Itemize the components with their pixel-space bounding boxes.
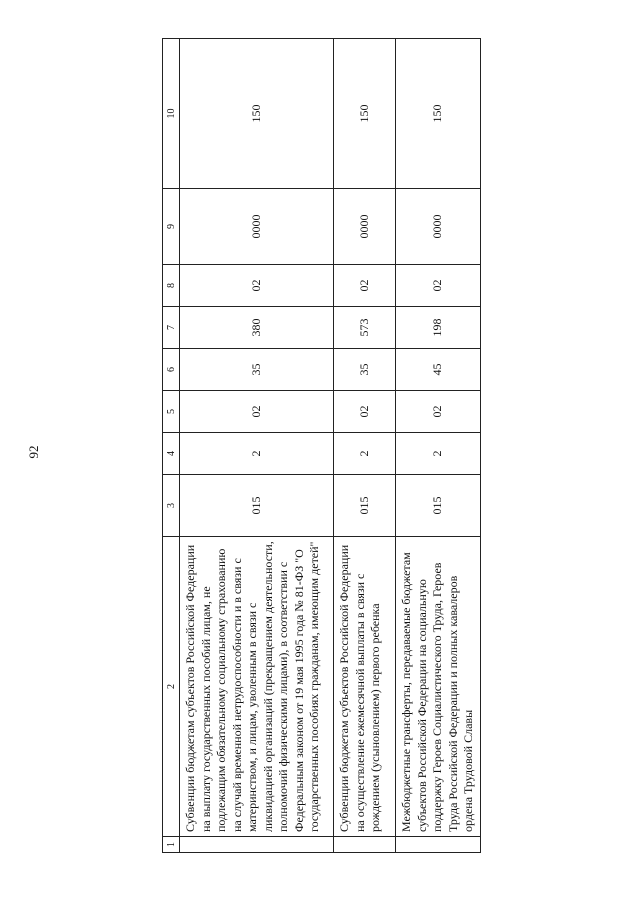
row-name-cell: Субвенции бюджетам субъектов Российской Федерации на осуществление ежемесячной выплаты в связи с рождением (усыновлением) первого ребенка xyxy=(334,537,396,837)
column-header: 8 xyxy=(163,265,180,307)
code-cell: 2 xyxy=(334,433,396,475)
row-name-cell: Межбюджетные трансферты, передаваемые бюджетам субъектов Российской Федерации на социальную поддержку Героев Социалистического Труда, Героев Труда Российской Федерации и полных кавалеров ордена Трудовой Славы xyxy=(396,537,481,837)
column-header: 3 xyxy=(163,475,180,537)
row-name-cell: Субвенции бюджетам субъектов Российской Федерации на выплату государственных пособий лицам, не подлежащим обязательному социальному страхованию на случай временной нетрудоспособности и в связи с материнством, и лицам, уволенным в связи с ликвидацией организаций (прекращением деятельности, полномочий физическими лицами), в соответствии с Федеральным законом от 19 мая 1995 года № 81-ФЗ "О государственных пособиях гражданам, имеющим детей" xyxy=(180,537,334,837)
code-cell: 02 xyxy=(334,391,396,433)
code-cell: 015 xyxy=(180,475,334,537)
code-cell: 573 xyxy=(334,307,396,349)
code-cell: 02 xyxy=(334,265,396,307)
column-header: 1 xyxy=(163,837,180,853)
code-cell: 015 xyxy=(396,475,481,537)
column-header: 9 xyxy=(163,189,180,265)
code-cell: 02 xyxy=(180,265,334,307)
code-cell: 0000 xyxy=(396,189,481,265)
code-cell: 0000 xyxy=(334,189,396,265)
code-cell: 02 xyxy=(396,265,481,307)
code-cell: 2 xyxy=(396,433,481,475)
table-row xyxy=(334,39,396,853)
budget-classification-table xyxy=(162,38,481,853)
code-cell: 150 xyxy=(396,39,481,189)
code-cell: 35 xyxy=(334,349,396,391)
row-number-cell xyxy=(334,837,396,853)
column-header: 4 xyxy=(163,433,180,475)
table-row xyxy=(396,39,481,853)
code-cell: 150 xyxy=(334,39,396,189)
column-header: 6 xyxy=(163,349,180,391)
header-row xyxy=(163,39,180,853)
budget-classification-table-sheet xyxy=(162,39,475,853)
code-cell: 015 xyxy=(334,475,396,537)
code-cell: 150 xyxy=(180,39,334,189)
code-cell: 2 xyxy=(180,433,334,475)
code-cell: 35 xyxy=(180,349,334,391)
code-cell: 380 xyxy=(180,307,334,349)
column-header: 2 xyxy=(163,537,180,837)
code-cell: 198 xyxy=(396,307,481,349)
table-row xyxy=(180,39,334,853)
code-cell: 45 xyxy=(396,349,481,391)
code-cell: 0000 xyxy=(180,189,334,265)
column-header: 10 xyxy=(163,39,180,189)
code-cell: 02 xyxy=(396,391,481,433)
code-cell: 02 xyxy=(180,391,334,433)
row-number-cell xyxy=(180,837,334,853)
row-number-cell xyxy=(396,837,481,853)
column-header: 7 xyxy=(163,307,180,349)
page-number: 92 xyxy=(26,445,41,459)
column-header: 5 xyxy=(163,391,180,433)
